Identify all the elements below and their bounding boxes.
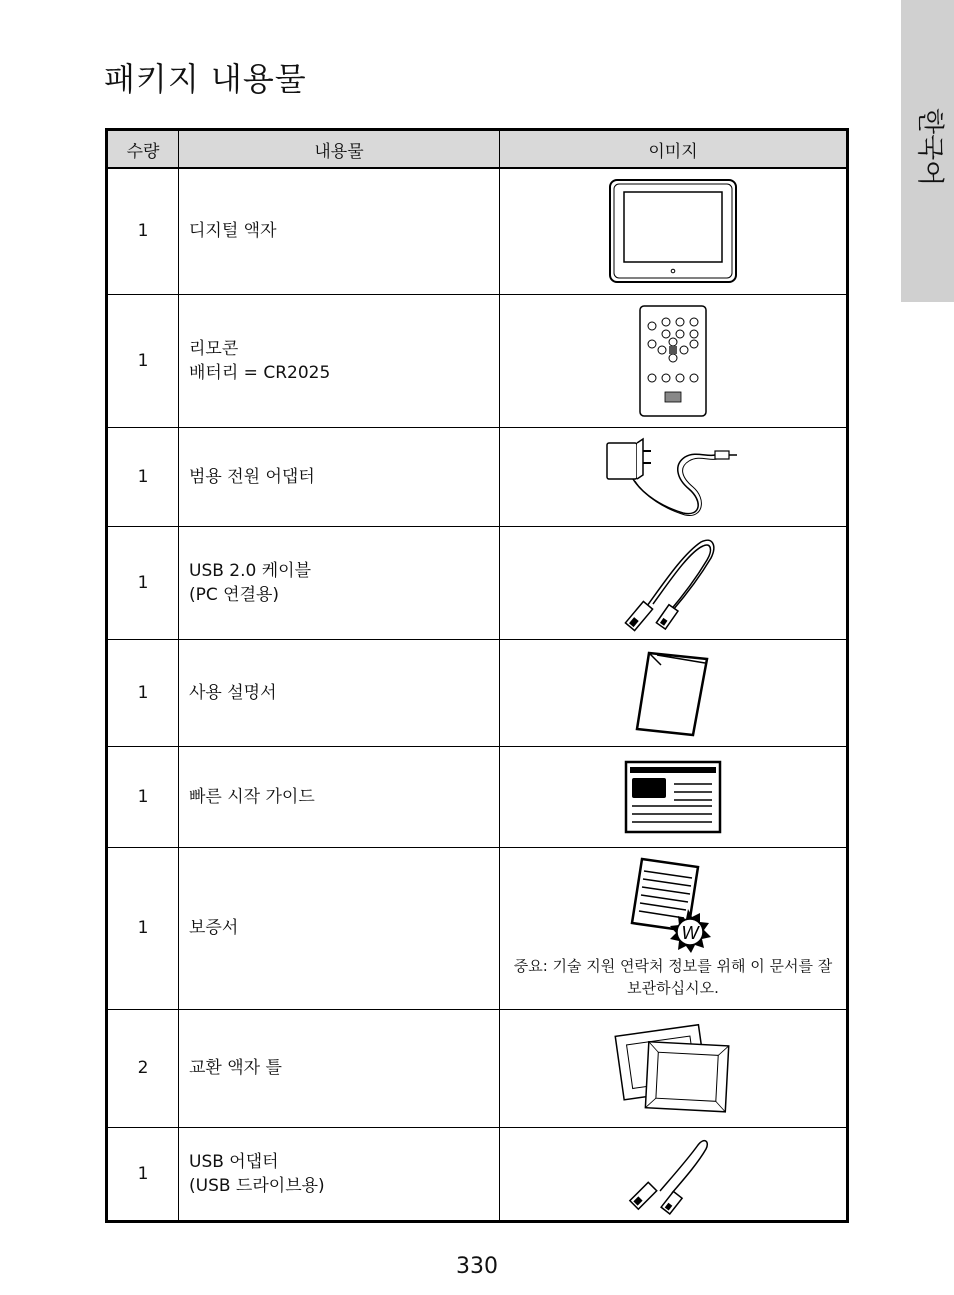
item-cell — [179, 294, 500, 427]
qty-cell: 1 — [107, 847, 179, 1009]
item-cell — [179, 639, 500, 746]
item-name: 디지털 액자 — [189, 221, 277, 242]
image-cell — [500, 1009, 848, 1127]
item-name: 보증서 — [189, 918, 239, 938]
page-number: 330 — [456, 1254, 498, 1279]
warranty-note: 중요: 기술 지원 연락처 정보를 위해 이 문서를 잘 보관하십시오. — [513, 957, 833, 997]
item-name-detail: (PC 연결용) — [189, 584, 280, 605]
usb-cable-icon — [623, 534, 723, 632]
image-cell — [500, 1127, 848, 1221]
qty-cell: 1 — [107, 168, 179, 294]
item-cell — [179, 746, 500, 847]
header-item: 내용물 — [179, 130, 500, 169]
warranty-icon — [628, 857, 718, 955]
qty-cell: 1 — [107, 427, 179, 526]
table-row — [107, 746, 848, 847]
table-row — [107, 168, 848, 294]
header-qty: 수량 — [107, 130, 179, 169]
item-name: 빠른 시작 가이드 — [189, 786, 315, 807]
qty-cell: 2 — [107, 1009, 179, 1127]
table-row — [107, 526, 848, 639]
item-cell — [179, 847, 500, 1009]
table-row — [107, 1009, 848, 1127]
language-tab — [901, 0, 954, 302]
power-adapter-icon — [603, 435, 743, 519]
table-row — [107, 1127, 848, 1221]
warranty-badge-letter: W — [681, 923, 699, 943]
image-cell — [500, 526, 848, 639]
table-row — [107, 427, 848, 526]
qty-cell: 1 — [107, 526, 179, 639]
image-cell — [500, 427, 848, 526]
remote-control-icon — [638, 304, 708, 418]
qty-cell: 1 — [107, 746, 179, 847]
usb-adapter-icon — [628, 1133, 718, 1215]
image-cell — [500, 847, 848, 1009]
item-name-detail: (USB 드라이브용) — [189, 1175, 325, 1196]
item-name: USB 2.0 케이블 — [189, 560, 312, 581]
digital-frame-icon — [608, 178, 738, 284]
page-title: 패키지 내용물 — [104, 60, 307, 98]
table-row — [107, 294, 848, 427]
user-manual-icon — [635, 649, 711, 737]
language-tab-label: 한국어 — [914, 108, 945, 187]
package-contents-table — [105, 128, 849, 1223]
qty-cell: 1 — [107, 294, 179, 427]
image-cell — [500, 639, 848, 746]
table-row — [107, 847, 848, 1009]
item-name: USB 어댑터 — [189, 1151, 279, 1172]
item-cell — [179, 526, 500, 639]
qty-cell: 1 — [107, 1127, 179, 1221]
item-cell — [179, 427, 500, 526]
item-cell — [179, 1127, 500, 1221]
item-name: 교환 액자 틀 — [189, 1058, 282, 1078]
image-cell — [500, 746, 848, 847]
table-header-row — [107, 130, 848, 169]
qty-cell: 1 — [107, 639, 179, 746]
item-cell — [179, 1009, 500, 1127]
item-cell — [179, 168, 500, 294]
table-row — [107, 639, 848, 746]
header-image: 이미지 — [500, 130, 848, 169]
replacement-mats-icon — [613, 1020, 733, 1116]
image-cell — [500, 168, 848, 294]
quick-start-guide-icon — [624, 760, 722, 834]
item-name: 사용 설명서 — [189, 682, 277, 703]
item-name: 리모콘 — [189, 338, 239, 359]
item-name-detail: 배터리 = CR2025 — [189, 362, 331, 383]
image-cell — [500, 294, 848, 427]
item-name: 범용 전원 어댑터 — [189, 466, 315, 487]
